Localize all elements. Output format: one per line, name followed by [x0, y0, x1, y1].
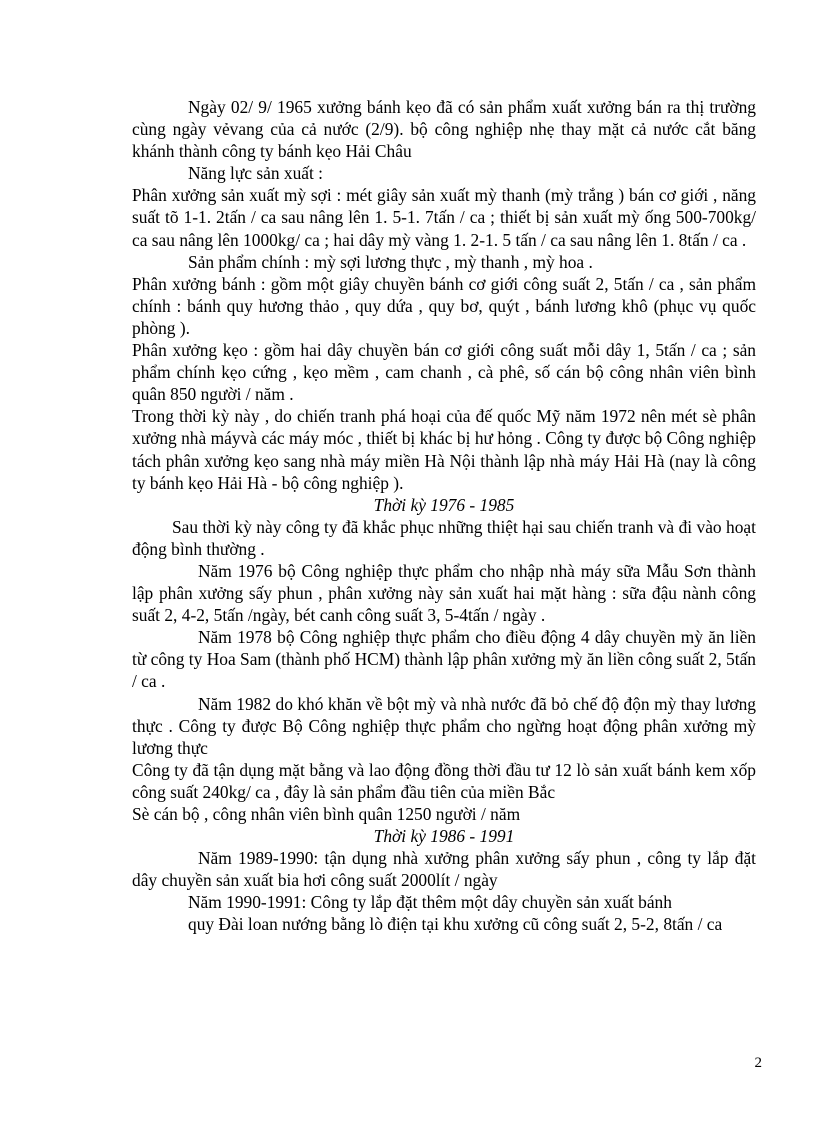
paragraph-main-products: Sản phẩm chính : mỳ sợi lương thực , mỳ thanh , mỳ hoa .: [188, 251, 593, 272]
paragraph-1990-1991: Năm 1990-1991: Công ty lắp đặt thêm một dây chuyền sản xuất bánh: [188, 892, 672, 913]
paragraph-recovery: Sau thời kỳ này công ty đã khắc phục những thiệt hại sau chiến tranh và đi vào hoạt động bình thường .: [132, 516, 756, 559]
paragraph-candy-workshop: Phân xưởng kẹo : gồm hai dây chuyền bán cơ giới công suất mỗi dây 1, 5tấn / ca ; sản phẩm chính kẹo cứng , kẹo mềm , cam chanh , cà phê, số cán bộ công nhân viên bình quân 850 người / năm .: [132, 340, 756, 405]
paragraph-1978: Năm 1978 bộ Công nghiệp thực phẩm cho điều động 4 dây chuyền mỳ ăn liền từ công ty Hoa Sam (thành phố HCM) thành lập phân xưởng mỳ ăn liền công suất 2, 5tấn / ca .: [132, 627, 756, 692]
paragraph-1982: Năm 1982 do khó khăn về bột mỳ và nhà nước đã bỏ chế độ độn mỳ thay lương thực . Công ty được Bộ Công nghiệp thực phẩm cho ngừng hoạt động phân xưởng mỳ lương thực: [132, 693, 756, 758]
paragraph-noodle-workshop: Phân xưởng sản xuất mỳ sợi : mét giây sản xuất mỳ thanh (mỳ trắng ) bán cơ giới , năng suất tõ 1-1. 2tấn / ca sau nâng lên 1. 5-1. 7tấn / ca ; thiết bị sản xuất mỳ ống 500-700kg/ ca sau nâng lên 1000kg/ ca ; hai dây mỳ vàng 1. 2-1. 5 tấn / ca sau nâng lên 1. 8tấn / ca .: [132, 185, 756, 250]
paragraph-staff-count: Sè cán bộ , công nhân viên bình quân 1250 người / năm: [132, 804, 521, 824]
paragraph-opening: Ngày 02/ 9/ 1965 xưởng bánh kẹo đã có sản phẩm xuất xưởng bán ra thị trường cùng ngày vẻvang của cả nước (2/9). bộ công nghiệp nhẹ thay mặt cả nước cắt băng khánh thành công ty bánh kẹo Hải Châu: [132, 97, 756, 162]
paragraph-1990-1991-continued: quy Đài loan nướng bằng lò điện tại khu xưởng cũ công suất 2, 5-2, 8tấn / ca: [188, 914, 723, 935]
section-heading-1986-1991: Thời kỳ 1986 - 1991: [373, 826, 515, 847]
paragraph-1989-1990: Năm 1989-1990: tận dụng nhà xưởng phân xưởng sấy phun , công ty lắp đặt dây chuyền sản xuất bia hơi công suất 2000lít / ngày: [132, 848, 756, 891]
paragraph-wafer-ovens: Công ty đã tận dụng mặt bằng và lao động đồng thời đầu tư 12 lò sản xuất bánh kem xốp công suất 240kg/ ca , đây là sản phẩm đầu tiên của miền Bắc: [132, 759, 756, 802]
paragraph-war-period: Trong thời kỳ này , do chiến tranh phá hoại của đế quốc Mỹ năm 1972 nên mét sè phân xưởng nhà máyvà các máy móc , thiết bị khác bị hư hỏng . Công ty được bộ Công nghiệp tách phân xưởng kẹo sang nhà máy miền Hà Nội thành lập nhà máy Hải Hà (nay là công ty bánh kẹo Hải Hà - bộ công nghiệp ).: [132, 406, 756, 493]
page-number: 2: [754, 1055, 762, 1071]
document-body: [132, 96, 756, 936]
paragraph-1976: Năm 1976 bộ Công nghiệp thực phẩm cho nhập nhà máy sữa Mẫu Sơn thành lập phân xưởng sấy phun , phân xưởng này sản xuất hai mặt hàng : sữa đậu nành công suất 2, 4-2, 5tấn /ngày, bét canh công suất 3, 5-4tấn / ngày .: [132, 560, 756, 626]
section-heading-1976-1985: Thời kỳ 1976 - 1985: [373, 494, 515, 515]
paragraph-biscuit-workshop: Phân xưởng bánh : gồm một giây chuyền bánh cơ giới công suất 2, 5tấn / ca , sản phẩm chính : bánh quy hương thảo , quy dứa , quy bơ, quýt , bánh lương khô (phục vụ quốc phòng ).: [132, 273, 756, 338]
paragraph-capacity-heading: Năng lực sản xuất :: [188, 163, 323, 184]
